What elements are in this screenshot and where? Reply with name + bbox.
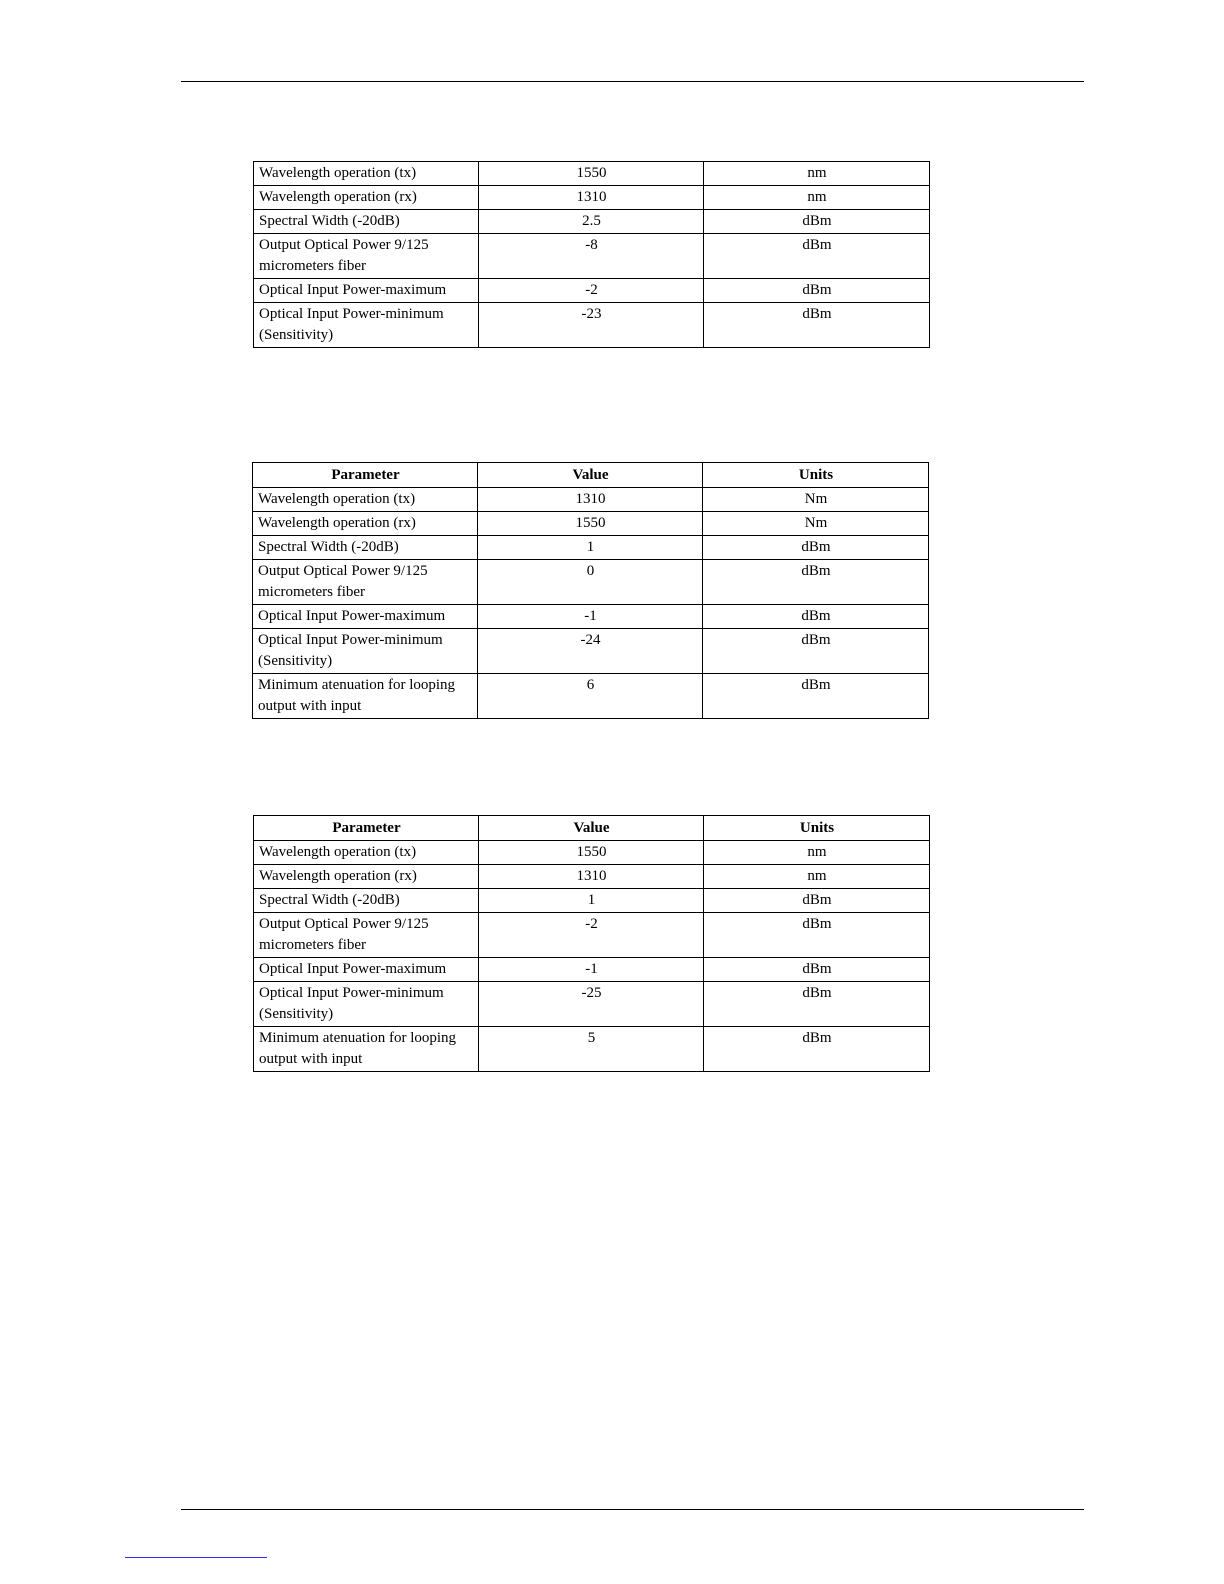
table-row — [254, 913, 930, 958]
value-cell: 1 — [479, 889, 704, 913]
units-cell: Nm — [703, 488, 929, 512]
units-cell: dBm — [703, 674, 929, 719]
parameter-cell: Spectral Width (-20dB) — [254, 889, 479, 913]
parameter-cell: Minimum atenuation for looping output with input — [253, 674, 478, 719]
units-cell: dBm — [704, 303, 930, 348]
units-cell: dBm — [704, 234, 930, 279]
units-header: Units — [703, 463, 929, 488]
parameter-cell: Output Optical Power 9/125 micrometers fiber — [253, 560, 478, 605]
units-cell: dBm — [703, 560, 929, 605]
units-cell: dBm — [704, 279, 930, 303]
table-row — [253, 629, 929, 674]
units-cell: nm — [704, 186, 930, 210]
table-row — [253, 512, 929, 536]
table-row — [253, 488, 929, 512]
table-row — [254, 982, 930, 1027]
header-rule — [181, 81, 1084, 82]
units-cell: nm — [704, 841, 930, 865]
value-cell: 0 — [478, 560, 703, 605]
units-cell: dBm — [704, 889, 930, 913]
value-cell: -2 — [479, 279, 704, 303]
parameter-cell: Wavelength operation (rx) — [254, 186, 479, 210]
table-row — [254, 303, 930, 348]
table-row — [254, 279, 930, 303]
parameter-header: Parameter — [254, 816, 479, 841]
parameter-cell: Minimum atenuation for looping output with input — [254, 1027, 479, 1072]
parameter-cell: Output Optical Power 9/125 micrometers fiber — [254, 913, 479, 958]
table-row — [253, 674, 929, 719]
spec-table-2 — [252, 462, 929, 719]
value-cell: -1 — [479, 958, 704, 982]
units-cell: dBm — [703, 605, 929, 629]
table-row — [254, 841, 930, 865]
footer-rule — [181, 1509, 1084, 1510]
value-header: Value — [478, 463, 703, 488]
value-cell: -2 — [479, 913, 704, 958]
parameter-cell: Output Optical Power 9/125 micrometers fiber — [254, 234, 479, 279]
table-row — [253, 560, 929, 605]
units-cell: nm — [704, 162, 930, 186]
value-cell: 2.5 — [479, 210, 704, 234]
spec-table-3 — [253, 815, 930, 1072]
units-header: Units — [704, 816, 930, 841]
value-cell: 5 — [479, 1027, 704, 1072]
value-cell: -24 — [478, 629, 703, 674]
value-cell: -23 — [479, 303, 704, 348]
table-row — [254, 865, 930, 889]
value-cell: 1550 — [478, 512, 703, 536]
spec-table-1 — [253, 161, 930, 348]
table-row — [253, 536, 929, 560]
units-cell: Nm — [703, 512, 929, 536]
units-cell: dBm — [704, 958, 930, 982]
value-cell: 6 — [478, 674, 703, 719]
value-cell: -8 — [479, 234, 704, 279]
table-row — [254, 889, 930, 913]
parameter-header: Parameter — [253, 463, 478, 488]
parameter-cell: Spectral Width (-20dB) — [254, 210, 479, 234]
value-cell: 1310 — [478, 488, 703, 512]
parameter-cell: Optical Input Power-minimum (Sensitivity) — [253, 629, 478, 674]
value-cell: 1 — [478, 536, 703, 560]
parameter-cell: Wavelength operation (rx) — [254, 865, 479, 889]
table-row — [254, 186, 930, 210]
units-cell: dBm — [704, 210, 930, 234]
value-cell: 1550 — [479, 162, 704, 186]
parameter-cell: Optical Input Power-maximum — [253, 605, 478, 629]
units-cell: dBm — [704, 982, 930, 1027]
footnote-link-underline[interactable] — [125, 1557, 267, 1558]
units-cell: dBm — [704, 1027, 930, 1072]
parameter-cell: Spectral Width (-20dB) — [253, 536, 478, 560]
table-row — [254, 162, 930, 186]
units-cell: nm — [704, 865, 930, 889]
value-cell: 1550 — [479, 841, 704, 865]
table-row — [254, 210, 930, 234]
table-header-row — [254, 816, 930, 841]
parameter-cell: Optical Input Power-maximum — [254, 279, 479, 303]
parameter-cell: Wavelength operation (rx) — [253, 512, 478, 536]
parameter-cell: Optical Input Power-maximum — [254, 958, 479, 982]
table-row — [254, 958, 930, 982]
units-cell: dBm — [703, 536, 929, 560]
parameter-cell: Optical Input Power-minimum (Sensitivity) — [254, 982, 479, 1027]
parameter-cell: Optical Input Power-minimum (Sensitivity) — [254, 303, 479, 348]
value-cell: 1310 — [479, 865, 704, 889]
table-row — [253, 605, 929, 629]
table-row — [254, 1027, 930, 1072]
parameter-cell: Wavelength operation (tx) — [253, 488, 478, 512]
value-header: Value — [479, 816, 704, 841]
value-cell: -25 — [479, 982, 704, 1027]
parameter-cell: Wavelength operation (tx) — [254, 162, 479, 186]
value-cell: 1310 — [479, 186, 704, 210]
table-header-row — [253, 463, 929, 488]
table-row — [254, 234, 930, 279]
value-cell: -1 — [478, 605, 703, 629]
units-cell: dBm — [703, 629, 929, 674]
parameter-cell: Wavelength operation (tx) — [254, 841, 479, 865]
units-cell: dBm — [704, 913, 930, 958]
